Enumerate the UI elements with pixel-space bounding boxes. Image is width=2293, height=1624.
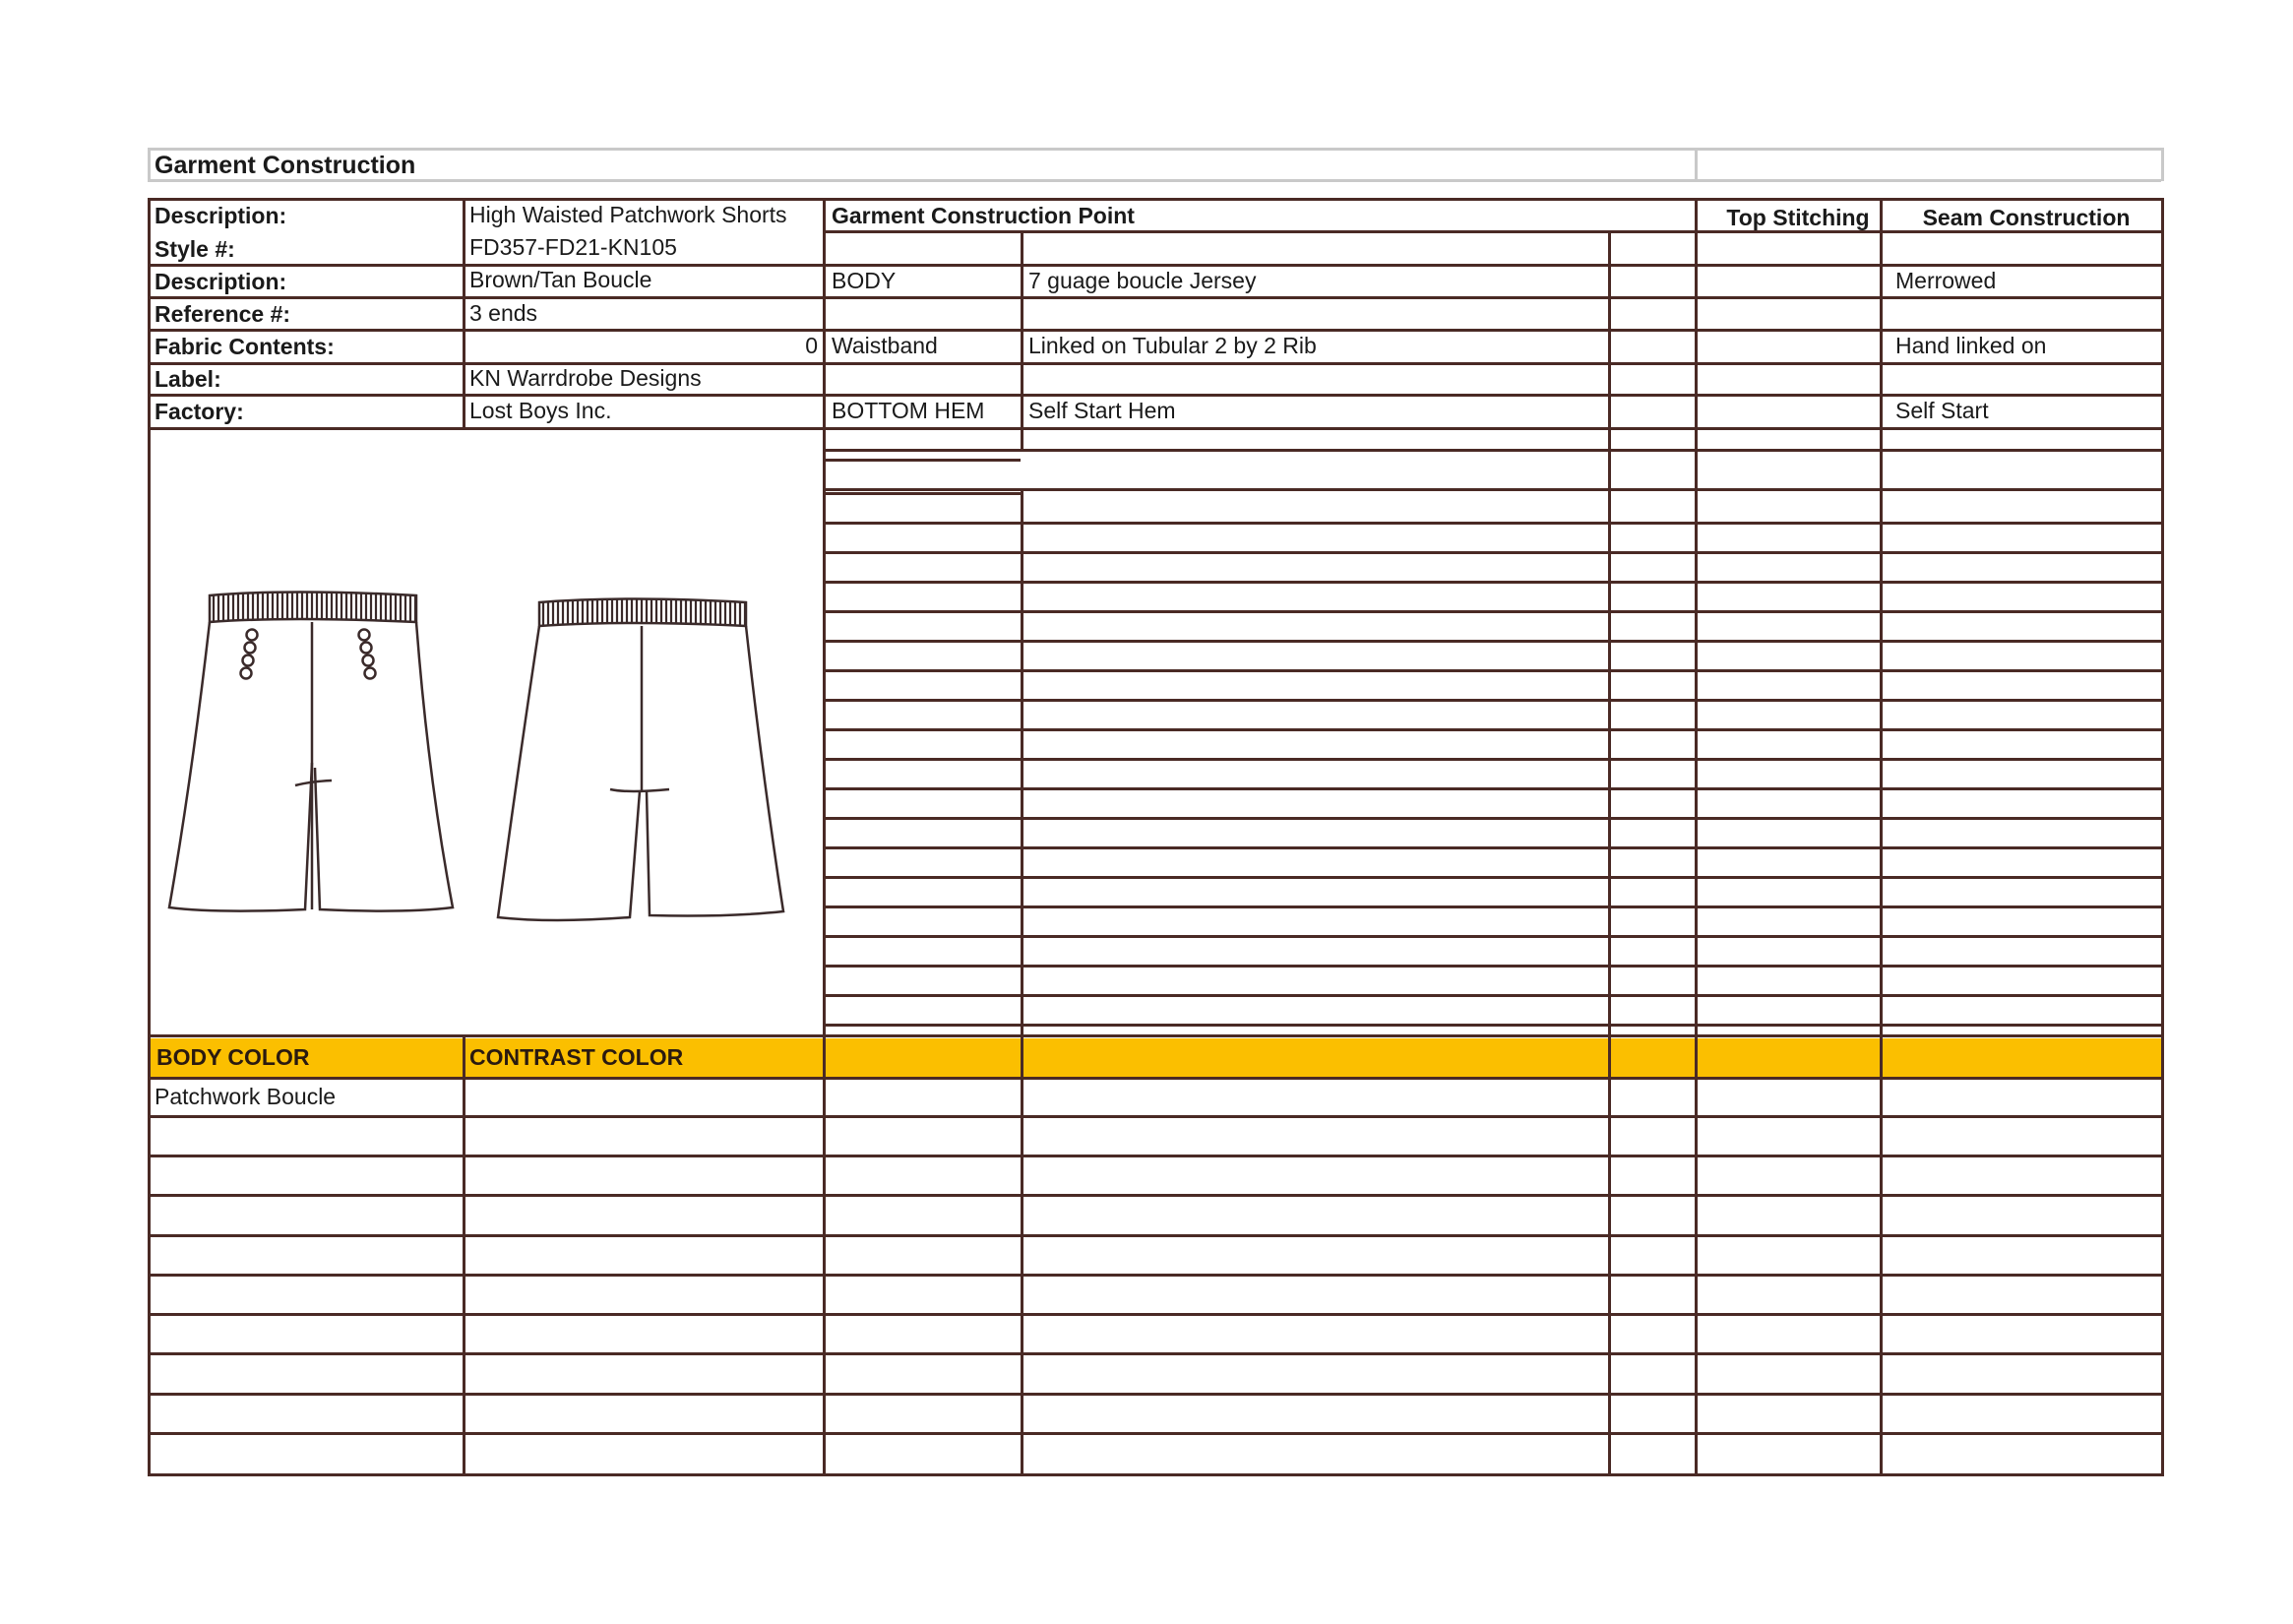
grid-line (1608, 427, 2161, 430)
grid-line (148, 148, 2161, 151)
grid-line (148, 362, 2161, 365)
grid-line (148, 1234, 2161, 1237)
grid-line (2161, 148, 2164, 181)
factory-label: Factory: (155, 399, 244, 424)
grid-line (823, 906, 2161, 908)
grid-line (1021, 488, 1023, 1473)
reference-number-label: Reference #: (155, 301, 291, 327)
grid-line (823, 640, 2161, 643)
grid-line (823, 449, 2161, 452)
grid-line (823, 965, 2161, 968)
grid-line (823, 699, 2161, 702)
construction-detail-body: 7 guage boucle Jersey (1028, 268, 1257, 293)
grid-line (148, 296, 2161, 299)
grid-line (1695, 148, 1698, 181)
grid-line (823, 1024, 2161, 1027)
grid-line (463, 1034, 465, 1473)
grid-line (1608, 230, 1611, 1473)
grid-line (148, 1077, 2161, 1080)
grid-line (148, 329, 2161, 332)
grid-line (823, 459, 1021, 462)
shorts-illustration (157, 581, 807, 935)
grid-line (148, 1432, 2161, 1435)
construction-point-hem: BOTTOM HEM (832, 398, 985, 423)
grid-line (823, 488, 2161, 491)
grid-line (148, 179, 2161, 182)
grid-line (823, 876, 2161, 879)
shorts-back-sketch (498, 599, 783, 921)
label-value: KN Warrdrobe Designs (469, 365, 702, 391)
grid-line (148, 148, 151, 181)
body-color-value: Patchwork Boucle (155, 1084, 337, 1109)
grid-line (823, 758, 2161, 761)
grid-line (148, 264, 2161, 267)
fabric-contents-value: 0 (805, 333, 818, 358)
grid-line (1880, 198, 1883, 1473)
description-value: High Waisted Patchwork Shorts (469, 202, 787, 227)
shorts-front-sketch (169, 593, 453, 911)
seam-construction-header: Seam Construction (1922, 205, 2131, 230)
grid-line (148, 1194, 2161, 1197)
label-label: Label: (155, 366, 221, 392)
reference-number-value: 3 ends (469, 300, 538, 326)
description-label: Description: (155, 203, 287, 228)
grid-line (823, 581, 2161, 584)
grid-line (823, 230, 2161, 233)
fabric-description-label: Description: (155, 269, 287, 294)
top-stitching-header: Top Stitching (1726, 205, 1870, 230)
grid-line (148, 1473, 2164, 1476)
grid-line (148, 1115, 2161, 1118)
contrast-color-header: CONTRAST COLOR (469, 1044, 684, 1070)
grid-line (823, 817, 2161, 820)
grid-line (823, 551, 2161, 554)
factory-value: Lost Boys Inc. (469, 398, 612, 423)
seam-hem: Self Start (1895, 398, 1989, 423)
grid-line (463, 198, 465, 428)
construction-point-body: BODY (832, 268, 897, 293)
grid-line (823, 994, 2161, 997)
grid-line (148, 1034, 2161, 1037)
grid-line (148, 1034, 151, 1473)
grid-line (823, 787, 2161, 790)
grid-line (148, 1274, 2161, 1277)
seam-waistband: Hand linked on (1895, 333, 2047, 358)
body-color-header: BODY COLOR (156, 1044, 310, 1070)
grid-line (1695, 198, 1698, 1473)
construction-detail-waistband: Linked on Tubular 2 by 2 Rib (1028, 333, 1317, 358)
grid-line (823, 935, 2161, 938)
seam-body: Merrowed (1895, 268, 1997, 293)
grid-line (823, 492, 1021, 495)
grid-line (148, 427, 1608, 430)
grid-line (148, 394, 2161, 397)
grid-line (823, 610, 2161, 613)
grid-line (823, 728, 2161, 731)
grid-line (148, 198, 2161, 201)
grid-line (823, 669, 2161, 672)
grid-line (148, 1393, 2161, 1396)
grid-line (148, 1155, 2161, 1157)
grid-line (1021, 230, 1023, 449)
grid-line (148, 1352, 2161, 1355)
construction-point-header: Garment Construction Point (832, 203, 1135, 228)
grid-line (823, 198, 826, 1473)
grid-line (148, 1313, 2161, 1316)
construction-detail-hem: Self Start Hem (1028, 398, 1176, 423)
grid-line (2161, 198, 2164, 1476)
sheet-title: Garment Construction (155, 152, 416, 179)
style-number-value: FD357-FD21-KN105 (469, 234, 677, 260)
fabric-contents-label: Fabric Contents: (155, 334, 335, 359)
construction-point-waistband: Waistband (832, 333, 938, 358)
color-header-band (150, 1038, 2162, 1078)
grid-line (823, 522, 2161, 525)
grid-line (823, 846, 2161, 849)
fabric-description-value: Brown/Tan Boucle (469, 267, 652, 292)
style-number-label: Style #: (155, 236, 235, 262)
